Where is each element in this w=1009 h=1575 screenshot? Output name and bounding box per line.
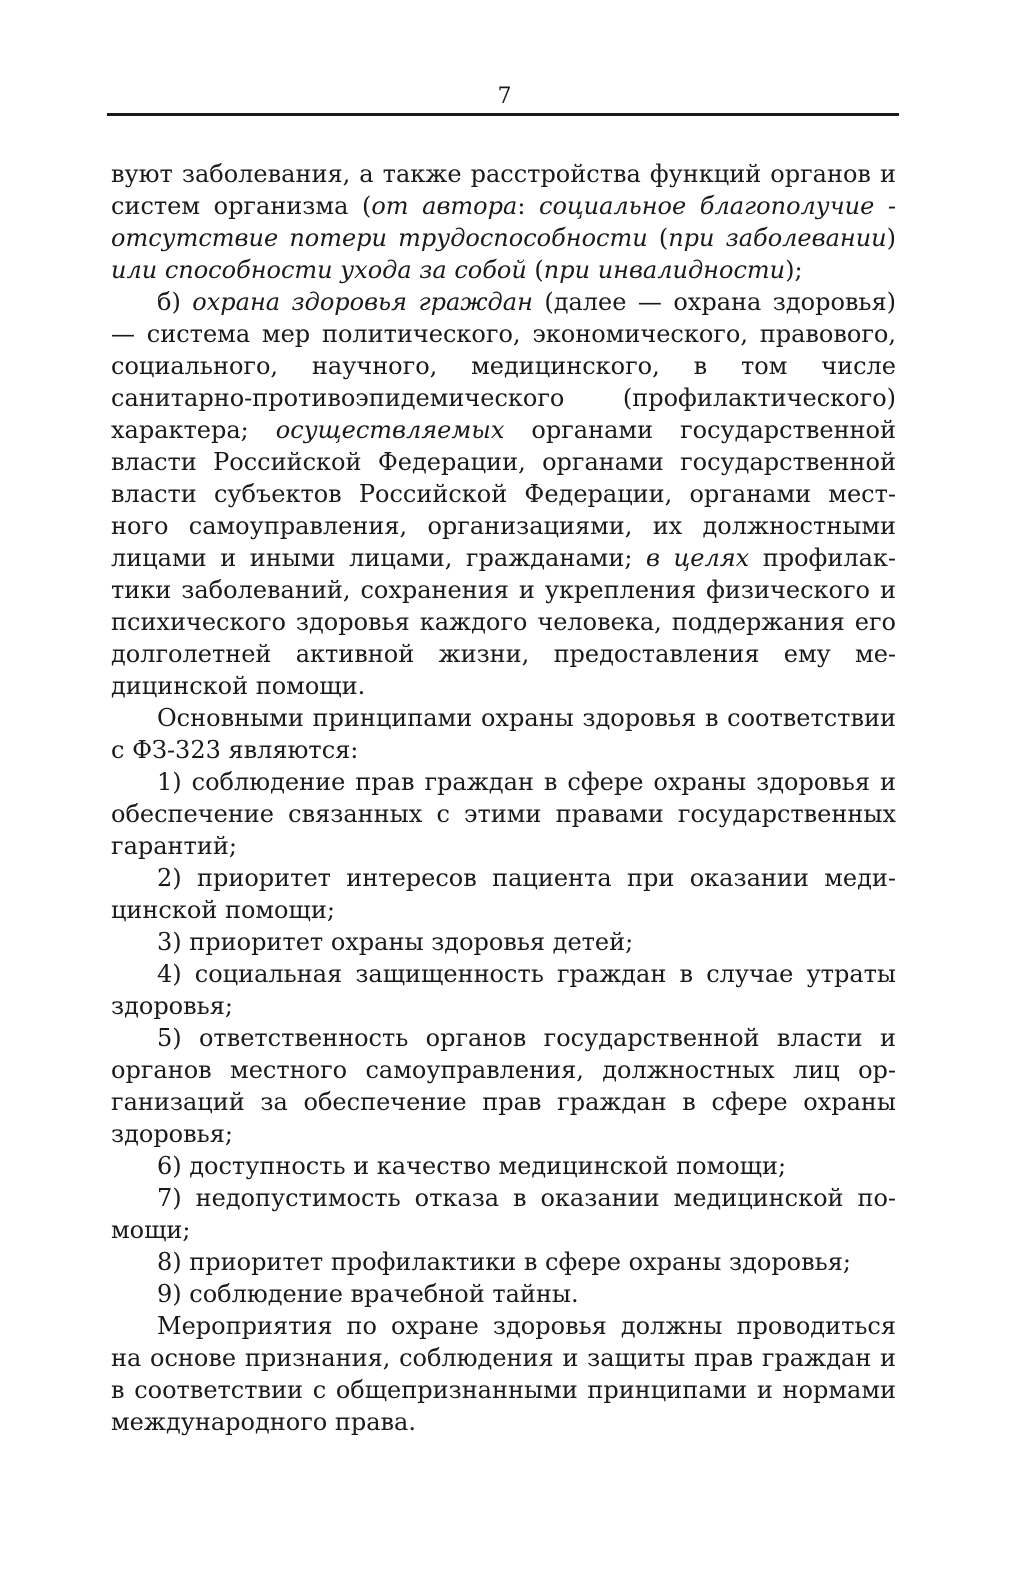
text-span: : bbox=[517, 192, 539, 220]
text-span: вуют заболевания, а также расстройства функций органов и систем организма ( bbox=[111, 160, 896, 220]
italic-span: социальное благополучие - отсутствие потери трудоспособности bbox=[111, 192, 897, 252]
list-item-principle-1: 1) соблюдение прав граждан в сфере охраны здоровья и обеспечение связанных с этими правами государственных гарантий; bbox=[111, 768, 896, 860]
italic-span: осуществляемых bbox=[275, 416, 505, 444]
page-number: 7 bbox=[497, 84, 512, 109]
text-span: б) bbox=[157, 288, 193, 316]
list-item-principle-6: 6) доступность и качество медицинской помощи; bbox=[157, 1152, 787, 1180]
italic-span: от автора bbox=[371, 192, 518, 220]
list-item-principle-3: 3) приоритет охраны здоровья детей; bbox=[157, 928, 634, 956]
text-span: (далее — охрана здоровья) — система мер политического, экономического, правового, социального, научного, медицинского, в том числе санитарно-противоэпидемического (профилактического) характера; bbox=[111, 288, 896, 444]
italic-span: при заболевании bbox=[668, 224, 887, 252]
paragraph-definition-b bbox=[111, 286, 896, 702]
text-span: органами государственной власти Российской Федерации, органами государственной власти субъектов Российской Федерации, органами местного самоуправления, организациями, их должностными лицами и иными лицами, гражданами; bbox=[111, 416, 896, 572]
text-span: ) bbox=[886, 224, 896, 252]
italic-span: или способности ухода за собой bbox=[111, 256, 527, 284]
list-item-principle-8: 8) приоритет профилактики в сфере охраны здоровья; bbox=[157, 1248, 851, 1276]
list-item-principle-7: 7) недопустимость отказа в оказании медицинской помощи; bbox=[111, 1184, 896, 1244]
text-span: ( bbox=[526, 256, 544, 284]
list-item-principle-9: 9) соблюдение врачебной тайны. bbox=[157, 1280, 579, 1308]
paragraph-principles-intro: Основными принципами охраны здоровья в соответствии с ФЗ-323 являются: bbox=[111, 704, 896, 764]
paragraph-continuation bbox=[111, 158, 896, 286]
italic-span: в целях bbox=[645, 544, 750, 572]
header-rule bbox=[107, 113, 899, 116]
paragraph-closing: Мероприятия по охране здоровья должны проводиться на основе признания, соблюдения и защиты прав граждан и в соответствии с общепризнанными принципами и нормами международного права. bbox=[111, 1312, 896, 1436]
list-item-principle-5: 5) ответственность органов государственной власти и органов местного самоуправления, должностных лиц организаций за обеспечение прав граждан в сфере охраны здоровья; bbox=[111, 1024, 896, 1148]
text-body bbox=[111, 158, 896, 1438]
text-span: ); bbox=[785, 256, 803, 284]
list-item-principle-4: 4) социальная защищенность граждан в случае утраты здоровья; bbox=[111, 960, 896, 1020]
italic-span: при инвалидности bbox=[543, 256, 786, 284]
list-item-principle-2: 2) приоритет интересов пациента при оказании медицинской помощи; bbox=[111, 864, 896, 924]
text-span: профилактики заболеваний, сохранения и укрепления физического и психического здоровья каждого человека, поддержания его долголетней активной жизни, предоставления ему медицинской помощи. bbox=[111, 544, 896, 700]
text-span: ( bbox=[647, 224, 669, 252]
italic-span: охрана здоровья граждан bbox=[192, 288, 533, 316]
